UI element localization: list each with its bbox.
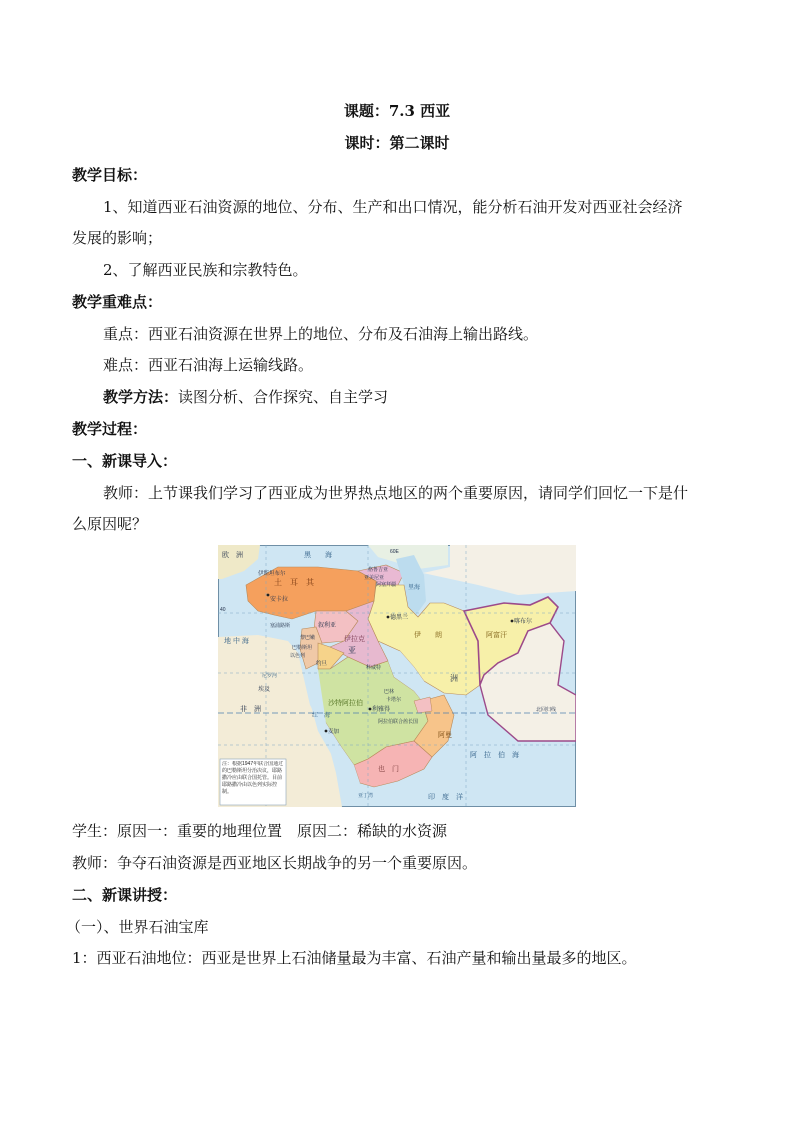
method-label: 教学方法：: [103, 388, 179, 406]
objective-1-line-1: 1、知道西亚石油资源的地位、分布、生产和出口情况，能分析石油开发对西亚社会经济: [103, 198, 683, 216]
section-2-heading: 二、新课讲授：: [72, 886, 178, 904]
label-saudi: 沙特阿拉伯: [328, 700, 363, 707]
label-uae: 阿拉伯联合酋长国: [378, 719, 419, 725]
keypoint: 重点：西亚石油资源在世界上的地位、分布及石油海上输出路线。: [103, 325, 539, 343]
label-kabul: 喀布尔: [514, 619, 533, 625]
label-georgia: 格鲁吉亚: [368, 567, 389, 573]
label-riyadh: 利雅得: [372, 707, 391, 713]
label-armenia: 亚美尼亚: [364, 575, 385, 581]
subsection-1: （一）、世界石油宝库: [66, 918, 209, 936]
label-palestine: 巴勒斯坦: [292, 645, 313, 651]
label-red-sea: 红 海: [312, 713, 331, 719]
label-oman: 阿曼: [438, 732, 452, 739]
teacher-question-line-2: 么原因呢？: [72, 515, 148, 533]
west-asia-map: [218, 545, 576, 807]
label-aden: 亚丁湾: [358, 793, 374, 799]
label-afghanistan: 阿富汗: [486, 632, 507, 639]
label-ankara: 安卡拉: [270, 597, 289, 603]
student-answer: 学生：原因一：重要的地理位置 原因二：稀缺的水资源: [72, 822, 448, 840]
teaching-method: [103, 387, 763, 407]
label-istanbul: 伊斯坦布尔: [258, 571, 286, 577]
label-azerbaijan: 阿塞拜疆: [376, 582, 397, 588]
difficulty: 难点：西亚石油海上运输线路。: [103, 356, 314, 374]
label-iraq: 伊拉克: [344, 636, 365, 643]
section-1-heading: 一、新课导入：: [72, 452, 178, 470]
doc-title: 课题：7.3 西亚: [343, 102, 451, 120]
label-turkey: 土 耳 其: [274, 578, 314, 587]
keypoints-heading: 教学重难点：: [72, 293, 163, 311]
label-iran: 伊 朗: [414, 632, 442, 639]
label-asia: 亚: [348, 646, 356, 655]
label-lon-top: 60E: [390, 549, 399, 555]
label-nile: 尼罗河: [262, 673, 278, 679]
label-caspian: 里海: [408, 585, 421, 591]
label-cyprus: 塞浦路斯: [270, 623, 291, 629]
label-mediterranean: 地 中 海: [224, 638, 249, 645]
label-syria: 叙利亚: [318, 623, 337, 629]
label-egypt: 埃及: [258, 687, 271, 693]
label-europe: 欧 洲: [222, 552, 243, 559]
label-continent: 洲: [450, 674, 458, 683]
label-mecca: 麦加: [328, 729, 340, 735]
map-note: [222, 761, 284, 803]
doc-subtitle: 课时：第二课时: [344, 134, 450, 152]
label-black-sea: 黑 海: [304, 552, 332, 559]
label-lebanon: 黎巴嫩: [300, 635, 316, 641]
method-text: 读图分析、合作探究、自主学习: [178, 388, 389, 406]
label-indian-ocean: 印 度 洋: [428, 794, 463, 801]
label-africa: 非 洲: [240, 706, 261, 713]
objective-1-line-2: 发展的影响；: [72, 229, 163, 247]
label-bahrain: 巴林: [384, 689, 395, 695]
label-jordan: 约旦: [316, 661, 328, 667]
label-israel: 以色列: [290, 653, 306, 659]
teacher-statement: 教师：争夺石油资源是西亚地区长期战争的另一个重要原因。: [72, 854, 478, 872]
label-qatar: 卡塔尔: [386, 697, 402, 703]
objective-2: 2、了解西亚民族和宗教特色。: [103, 261, 308, 279]
process-heading: 教学过程：: [72, 420, 148, 438]
objectives-heading: 教学目标：: [72, 166, 148, 184]
map-note-text: 注：根据1947年联合国通过的巴勒斯坦分治决议，耶路撒冷应由联合国托管。目前耶路撒冷由以色列实际控制。: [222, 761, 284, 795]
label-tropic: 北回归线: [536, 707, 557, 713]
label-kuwait: 科威特: [366, 665, 382, 671]
label-yemen: 也 门: [378, 766, 399, 773]
label-arabian-sea: 阿 拉 伯 海: [470, 752, 519, 759]
point-1: 1：西亚石油地位：西亚是世界上石油储量最为丰富、石油产量和输出量最多的地区。: [72, 949, 637, 967]
label-lat-left: 40: [220, 607, 226, 613]
label-tehran: 德黑兰: [390, 615, 409, 621]
teacher-question-line-1: 教师：上节课我们学习了西亚成为世界热点地区的两个重要原因，请同学们回忆一下是什: [103, 484, 689, 502]
